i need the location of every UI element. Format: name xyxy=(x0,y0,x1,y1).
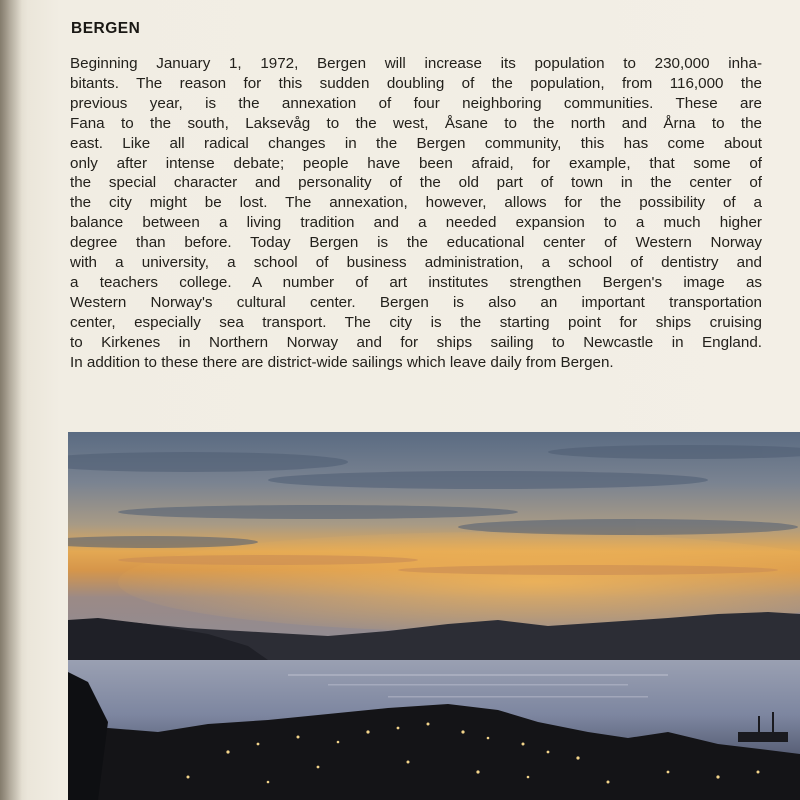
body-line: Fana to the south, Laksevåg to the west, Åsane to the north and Årna to the xyxy=(70,114,762,132)
body-line: In addition to these there are district-wide sailings which leave daily from Bergen. xyxy=(70,353,614,371)
body-line: previous year, is the annexation of four neighboring communities. These are xyxy=(70,94,762,112)
body-line: with a university, a school of business administration, a school of dentistry and xyxy=(70,254,762,272)
body-line: east. Like all radical changes in the Bergen community, this has come about xyxy=(70,134,762,152)
body-line: a teachers college. A number of art institutes strengthen Bergen's image as xyxy=(70,273,762,291)
body-line: Beginning January 1, 1972, Bergen will increase its population to 230,000 inha- xyxy=(70,55,762,72)
body-line: the special character and personality of the old part of town in the center of xyxy=(70,174,762,192)
body-line: balance between a living tradition and a needed expansion to a much higher xyxy=(70,214,762,232)
body-line: Western Norway's cultural center. Bergen is also an important transportation xyxy=(70,293,762,311)
body-line: center, especially sea transport. The city is the starting point for ships cruising xyxy=(70,313,762,331)
page-gutter-shadow xyxy=(0,0,22,800)
body-line: degree than before. Today Bergen is the educational center of Western Norway xyxy=(70,234,762,252)
bergen-sunset-photo xyxy=(68,432,800,800)
article-body xyxy=(70,54,762,373)
body-line: the city might be lost. The annexation, however, allows for the possibility of a xyxy=(70,194,762,212)
body-line: to Kirkenes in Northern Norway and for ships sailing to Newcastle in England. xyxy=(70,333,762,351)
body-line: only after intense debate; people have been afraid, for example, that some of xyxy=(70,154,762,172)
article-heading: BERGEN xyxy=(71,20,141,37)
body-line: bitants. The reason for this sudden doubling of the population, from 116,000 the xyxy=(70,74,762,92)
